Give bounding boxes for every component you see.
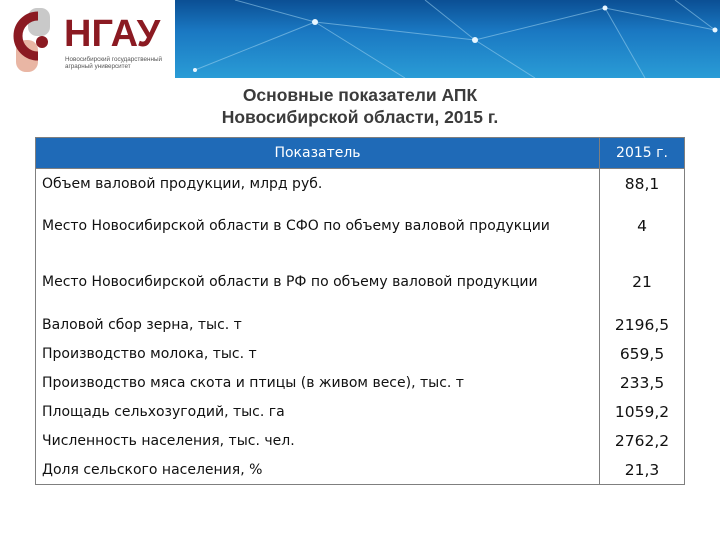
value-cell: 2196,5 <box>600 310 685 339</box>
indicator-cell: Численность населения, тыс. чел. <box>36 426 600 455</box>
value-cell: 2762,2 <box>600 426 685 455</box>
value-cell: 88,1 <box>600 169 685 199</box>
table-row <box>36 169 685 199</box>
table-row <box>36 397 685 426</box>
value-cell: 21 <box>600 254 685 310</box>
page-title <box>150 84 570 128</box>
table-header-row <box>36 138 685 169</box>
indicator-cell: Объем валовой продукции, млрд руб. <box>36 169 600 199</box>
table-row <box>36 254 685 310</box>
title-line-1: Основные показатели АПК <box>242 85 478 105</box>
value-cell: 1059,2 <box>600 397 685 426</box>
indicator-cell: Место Новосибирской области в РФ по объему валовой продукции <box>36 254 600 310</box>
logo-subtitle: Новосибирский государственный аграрный университет <box>65 56 163 70</box>
logo-wordmark: НГАУ <box>64 13 161 55</box>
indicator-cell: Производство молока, тыс. т <box>36 339 600 368</box>
value-cell: 4 <box>600 198 685 254</box>
table-row <box>36 339 685 368</box>
indicator-cell: Площадь сельхозугодий, тыс. га <box>36 397 600 426</box>
indicator-cell: Валовой сбор зерна, тыс. т <box>36 310 600 339</box>
university-logo-icon <box>8 6 60 76</box>
table-row <box>36 426 685 455</box>
table-row <box>36 455 685 485</box>
header-banner <box>175 0 720 78</box>
indicator-cell: Место Новосибирской области в СФО по объему валовой продукции <box>36 198 600 254</box>
value-cell: 659,5 <box>600 339 685 368</box>
table-row <box>36 368 685 397</box>
value-cell: 233,5 <box>600 368 685 397</box>
value-cell: 21,3 <box>600 455 685 485</box>
table-row <box>36 310 685 339</box>
indicators-table <box>35 137 685 485</box>
header-year: 2015 г. <box>600 138 685 169</box>
header-indicator: Показатель <box>36 138 600 169</box>
title-line-2: Новосибирской области, 2015 г. <box>221 107 499 127</box>
table-row <box>36 198 685 254</box>
network-pattern-icon <box>175 0 720 78</box>
indicator-cell: Доля сельского населения, % <box>36 455 600 485</box>
indicator-cell: Производство мяса скота и птицы (в живом весе), тыс. т <box>36 368 600 397</box>
logo-area <box>0 0 175 80</box>
